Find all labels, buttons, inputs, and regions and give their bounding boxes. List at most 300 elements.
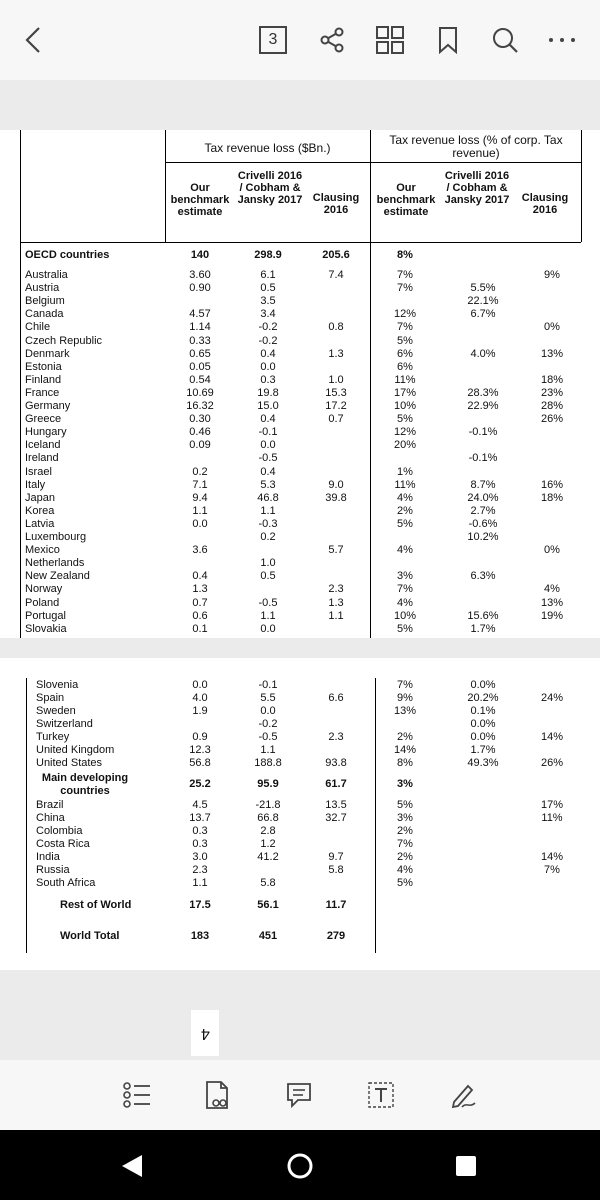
table-row	[0, 544, 600, 557]
cell-clausing-bn: 0.8	[328, 321, 344, 334]
cell-clausing-bn: 5.8	[328, 864, 344, 876]
cell-our-bn: 16.32	[186, 400, 214, 412]
cell-crivelli-bn: 0.4	[260, 413, 276, 426]
list-icon[interactable]	[120, 1078, 154, 1112]
cell-clausing-pct: 9%	[544, 269, 560, 281]
header-group-bn: Tax revenue loss ($Bn.)	[204, 141, 331, 155]
cell-crivelli-bn: 0.4	[260, 347, 276, 360]
cell-crivelli-bn: 66.8	[257, 812, 279, 824]
viewer-background	[0, 80, 600, 130]
cell-crivelli-bn: 1.1	[260, 609, 276, 622]
cell-crivelli-pct: 6.3%	[470, 570, 496, 583]
nav-recent-icon[interactable]	[452, 1152, 480, 1180]
row-label: Luxembourg	[25, 531, 87, 543]
row-label: United States	[36, 757, 103, 769]
cell-our-bn: 0.09	[189, 439, 211, 452]
cell-crivelli-bn: 1.1	[260, 744, 276, 756]
cell-crivelli-bn: 6.1	[260, 269, 276, 281]
table-row	[0, 877, 600, 890]
cell-our-pct: 7%	[397, 269, 413, 281]
cell-clausing-bn: 5.7	[328, 544, 344, 557]
row-label: Netherlands	[25, 557, 85, 570]
row-label: Mexico	[25, 544, 60, 557]
cell-our-bn: 1.1	[192, 504, 208, 517]
table-row	[0, 930, 600, 943]
row-label: Main developing countries	[41, 772, 129, 797]
cell-our-pct: 5%	[397, 334, 413, 347]
row-label: Costa Rica	[36, 838, 90, 850]
row-label: Portugal	[25, 609, 66, 622]
document-page-2	[0, 658, 600, 970]
cell-clausing-bn: 7.4	[328, 269, 344, 281]
header-clausing-pct: Clausing 2016	[521, 192, 569, 216]
cell-our-bn: 0.54	[189, 373, 211, 386]
row-label: Germany	[25, 400, 71, 412]
row-label: Canada	[25, 308, 64, 321]
row-label: New Zealand	[25, 570, 90, 583]
cell-crivelli-pct: 0.1%	[470, 705, 496, 717]
row-label: Norway	[25, 583, 63, 596]
cell-our-pct: 2%	[397, 825, 413, 837]
cell-our-bn: 4.0	[192, 692, 208, 704]
row-label: Austria	[25, 282, 60, 295]
cell-crivelli-bn: 0.5	[260, 282, 276, 295]
cell-clausing-pct: 16%	[540, 478, 564, 491]
cell-crivelli-bn: 0.4	[260, 465, 276, 478]
row-label: Ireland	[25, 452, 59, 465]
table-row	[0, 374, 600, 387]
search-icon[interactable]	[488, 22, 522, 58]
header-our-estimate-pct: Our benchmark estimate	[376, 182, 436, 218]
cell-our-bn: 0.4	[192, 570, 208, 583]
cell-clausing-bn: 205.6	[322, 249, 350, 261]
table-row	[0, 308, 600, 321]
cell-clausing-pct: 13%	[540, 596, 564, 609]
cell-crivelli-bn: -0.2	[258, 334, 278, 347]
cell-clausing-pct: 0%	[544, 544, 560, 557]
cell-crivelli-pct: 24.0%	[467, 491, 499, 504]
cell-crivelli-bn: 0.5	[260, 570, 276, 583]
cell-clausing-bn: 39.8	[325, 491, 347, 504]
cell-our-pct: 5%	[397, 799, 413, 811]
cell-crivelli-pct: 10.2%	[467, 531, 499, 543]
table-row	[0, 518, 600, 531]
cell-clausing-pct: 0%	[544, 321, 560, 334]
cell-clausing-bn: 1.3	[328, 347, 344, 360]
table-row	[0, 731, 600, 744]
table-row	[0, 295, 600, 308]
cell-our-bn: 3.60	[189, 269, 211, 281]
table-row	[0, 583, 600, 596]
cell-crivelli-bn: 2.8	[260, 825, 276, 837]
cell-crivelli-bn: 0.0	[260, 705, 276, 717]
cell-crivelli-pct: 6.7%	[470, 308, 496, 321]
cell-our-bn: 0.65	[189, 347, 211, 360]
cell-our-pct: 4%	[397, 491, 413, 504]
cell-our-bn: 9.4	[192, 491, 208, 504]
cell-our-pct: 5%	[397, 622, 413, 635]
cell-crivelli-bn: 1.0	[260, 557, 276, 570]
cell-our-pct: 7%	[397, 679, 413, 691]
page-number-text: 4	[200, 1025, 210, 1042]
cell-our-bn: 183	[190, 930, 210, 942]
table-row	[0, 335, 600, 348]
cell-crivelli-pct: 5.5%	[470, 282, 496, 295]
table-row	[0, 282, 600, 295]
row-label: Spain	[36, 692, 65, 704]
row-label: OECD countries	[25, 249, 110, 261]
cell-our-pct: 7%	[397, 583, 413, 596]
cell-our-pct: 10%	[393, 609, 417, 622]
row-label: Switzerland	[36, 718, 93, 730]
more-icon[interactable]	[545, 22, 579, 58]
cell-our-bn: 3.0	[192, 851, 208, 863]
cell-our-bn: 0.05	[189, 360, 211, 373]
cell-our-bn: 4.5	[192, 799, 208, 811]
row-label: Finland	[25, 373, 62, 386]
bookmark-icon[interactable]	[434, 22, 462, 58]
cell-clausing-bn: 2.3	[328, 731, 344, 743]
cell-crivelli-bn: 95.9	[257, 778, 279, 790]
cell-clausing-pct: 26%	[540, 413, 564, 426]
table-row	[0, 610, 600, 623]
cell-our-pct: 6%	[397, 347, 413, 360]
cell-crivelli-bn: 19.8	[257, 386, 279, 399]
header-crivelli-bn: Crivelli 2016 / Cobham & Jansky 2017	[237, 170, 303, 206]
cell-crivelli-bn: 5.3	[260, 478, 276, 491]
cell-crivelli-bn: 0.0	[260, 622, 276, 635]
row-label: Belgium	[25, 295, 65, 308]
cell-crivelli-bn: -21.8	[255, 799, 281, 811]
cell-crivelli-bn: -0.1	[258, 679, 278, 691]
row-label: Chile	[25, 321, 51, 334]
viewer-background-bottom	[0, 970, 600, 1060]
cell-clausing-pct: 24%	[540, 692, 564, 704]
cell-our-pct: 7%	[397, 321, 413, 334]
cell-crivelli-bn: 3.4	[260, 308, 276, 321]
cell-clausing-bn: 32.7	[325, 812, 347, 824]
table-row	[0, 838, 600, 851]
page-number-label	[191, 1010, 219, 1056]
cell-our-bn: 7.1	[192, 478, 208, 491]
cell-clausing-bn: 6.6	[328, 692, 344, 704]
cell-crivelli-bn: 0.3	[260, 373, 276, 386]
cell-our-bn: 0.30	[189, 413, 211, 426]
cell-our-bn: 0.7	[192, 596, 208, 609]
table-row	[0, 899, 600, 912]
table-row	[0, 387, 600, 400]
cell-our-pct: 12%	[393, 426, 417, 439]
cell-crivelli-pct: 15.6%	[467, 609, 499, 622]
cell-crivelli-pct: 2.7%	[470, 504, 496, 517]
cell-crivelli-pct: 0.0%	[470, 679, 496, 691]
cell-crivelli-pct: 22.9%	[467, 400, 499, 412]
row-label: United Kingdom	[36, 744, 115, 756]
cell-our-pct: 4%	[397, 864, 413, 876]
cell-our-pct: 6%	[397, 360, 413, 373]
cell-our-bn: 0.0	[192, 517, 208, 530]
table-row	[0, 812, 600, 825]
cell-clausing-bn: 93.8	[325, 757, 347, 769]
table-row	[0, 348, 600, 361]
system-navigation-bar	[0, 1130, 600, 1200]
cell-our-bn: 0.90	[189, 282, 211, 295]
cell-clausing-pct: 26%	[540, 757, 564, 769]
cell-our-pct: 1%	[397, 465, 413, 478]
cell-crivelli-bn: 46.8	[257, 491, 279, 504]
header-our-estimate-bn: Our benchmark estimate	[170, 182, 230, 218]
cell-crivelli-bn: 1.1	[260, 504, 276, 517]
cell-our-bn: 0.46	[189, 426, 211, 439]
cell-crivelli-pct: -0.1%	[468, 426, 498, 439]
cell-our-bn: 0.33	[189, 334, 211, 347]
grid-view-icon[interactable]	[373, 22, 407, 58]
table-row	[0, 452, 600, 465]
cell-our-bn: 1.9	[192, 705, 208, 717]
cell-our-bn: 1.14	[189, 321, 211, 334]
cell-our-pct: 3%	[397, 778, 413, 790]
cell-our-pct: 11%	[394, 373, 416, 386]
row-label: Slovakia	[25, 622, 67, 635]
cell-our-pct: 8%	[397, 757, 413, 769]
cell-crivelli-bn: -0.5	[258, 452, 278, 465]
row-label: France	[25, 386, 60, 399]
row-label: Brazil	[36, 799, 64, 811]
table-row	[0, 679, 600, 692]
cell-our-bn: 4.57	[189, 308, 211, 321]
cell-clausing-bn: 1.1	[328, 609, 344, 622]
cell-clausing-pct: 19%	[540, 609, 564, 622]
cell-our-bn: 13.7	[189, 812, 211, 824]
cell-clausing-pct: 14%	[540, 851, 564, 863]
cell-crivelli-bn: -0.5	[258, 731, 278, 743]
row-label: Slovenia	[36, 679, 79, 691]
table-row	[0, 570, 600, 583]
cell-crivelli-bn: 451	[258, 930, 278, 942]
cell-our-pct: 3%	[397, 812, 413, 824]
row-label: Australia	[25, 269, 68, 281]
table-row	[0, 321, 600, 334]
row-label: China	[36, 812, 65, 824]
row-label: Japan	[25, 491, 55, 504]
cell-our-pct: 7%	[397, 282, 413, 295]
table-row	[0, 864, 600, 877]
row-label: Rest of World	[60, 899, 132, 911]
comment-icon[interactable]	[282, 1078, 316, 1112]
cell-crivelli-pct: 4.0%	[470, 347, 496, 360]
cell-clausing-pct: 4%	[544, 583, 560, 596]
cell-clausing-bn: 61.7	[325, 778, 347, 790]
cell-our-bn: 12.3	[189, 744, 211, 756]
cell-crivelli-bn: 56.1	[257, 899, 279, 911]
cell-our-pct: 5%	[397, 517, 413, 530]
document-icon[interactable]	[200, 1078, 234, 1112]
table-row	[0, 466, 600, 479]
table-row	[0, 400, 600, 413]
table-row	[0, 413, 600, 426]
cell-our-bn: 0.3	[192, 838, 208, 850]
table-row	[0, 692, 600, 705]
cell-clausing-bn: 15.3	[325, 386, 347, 399]
cell-crivelli-bn: 3.5	[260, 295, 276, 308]
header-group-pct: Tax revenue loss (% of corp. Tax revenue)	[389, 133, 563, 160]
cell-clausing-bn: 13.5	[325, 799, 347, 811]
cell-clausing-pct: 13%	[540, 347, 564, 360]
table-row	[0, 772, 600, 797]
cell-crivelli-bn: 41.2	[257, 851, 279, 863]
row-label: Colombia	[36, 825, 83, 837]
cell-crivelli-bn: 5.5	[260, 692, 276, 704]
cell-clausing-pct: 23%	[540, 386, 564, 399]
row-label: Greece	[25, 413, 62, 426]
cell-clausing-pct: 7%	[544, 864, 560, 876]
row-label: Poland	[25, 596, 60, 609]
cell-our-bn: 3.6	[192, 544, 208, 557]
back-arrow-icon[interactable]	[18, 22, 48, 58]
cell-our-pct: 5%	[397, 877, 413, 889]
top-toolbar	[0, 0, 600, 80]
cell-our-bn: 25.2	[189, 778, 211, 790]
header-crivelli-pct: Crivelli 2016 / Cobham & Jansky 2017	[444, 170, 510, 206]
row-label: Hungary	[25, 426, 67, 439]
row-label: Israel	[25, 465, 52, 478]
cell-clausing-bn: 1.0	[328, 373, 344, 386]
table-row	[0, 426, 600, 439]
cell-clausing-bn: 9.0	[328, 478, 344, 491]
table-row	[0, 799, 600, 812]
table-row	[0, 825, 600, 838]
cell-crivelli-bn: 0.0	[260, 439, 276, 452]
cell-our-bn: 1.3	[192, 583, 208, 596]
cell-our-pct: 14%	[393, 744, 417, 756]
cell-crivelli-pct: 22.1%	[467, 295, 499, 308]
page-indicator[interactable]	[257, 22, 289, 58]
cell-our-bn: 10.69	[186, 386, 214, 399]
page-indicator-number: 3	[259, 26, 287, 54]
cell-our-bn: 140	[190, 249, 210, 261]
cell-crivelli-pct: 20.2%	[467, 692, 499, 704]
cell-crivelli-bn: 188.8	[254, 757, 282, 769]
cell-our-bn: 0.3	[192, 825, 208, 837]
cell-our-bn: 0.0	[192, 679, 208, 691]
table-row	[0, 744, 600, 757]
cell-crivelli-pct: 1.7%	[470, 744, 496, 756]
document-page-1	[0, 130, 600, 638]
cell-crivelli-bn: 298.9	[254, 249, 282, 261]
table-row	[0, 705, 600, 718]
pen-icon[interactable]	[446, 1078, 480, 1112]
cell-crivelli-bn: 1.2	[260, 838, 276, 850]
cell-our-pct: 17%	[393, 386, 417, 399]
cell-our-pct: 4%	[397, 544, 413, 557]
table-row	[0, 505, 600, 518]
share-icon[interactable]	[316, 22, 348, 58]
table-row	[0, 479, 600, 492]
cell-clausing-bn: 279	[326, 930, 346, 942]
row-label: Sweden	[36, 705, 76, 717]
cell-clausing-bn: 11.7	[325, 899, 347, 911]
cell-crivelli-pct: 8.7%	[470, 478, 496, 491]
table-row	[0, 757, 600, 770]
row-label: Estonia	[25, 360, 62, 373]
cell-our-pct: 8%	[397, 249, 413, 261]
cell-crivelli-pct: -0.1%	[468, 452, 498, 465]
cell-crivelli-pct: 49.3%	[467, 757, 499, 769]
cell-our-pct: 9%	[397, 692, 413, 704]
table-row	[0, 249, 600, 262]
row-label: Turkey	[36, 731, 70, 743]
cell-crivelli-bn: -0.2	[258, 718, 278, 730]
cell-clausing-bn: 2.3	[328, 583, 344, 596]
cell-crivelli-pct: 28.3%	[467, 386, 499, 399]
nav-back-icon[interactable]	[118, 1152, 146, 1180]
row-label: South Africa	[36, 877, 96, 889]
cell-our-bn: 56.8	[189, 757, 211, 769]
cell-our-pct: 10%	[393, 400, 417, 412]
cell-our-pct: 4%	[397, 596, 413, 609]
row-label: Russia	[36, 864, 70, 876]
cell-clausing-pct: 28%	[540, 400, 564, 412]
cell-our-pct: 5%	[397, 413, 413, 426]
table-row	[0, 361, 600, 374]
cell-our-pct: 2%	[397, 731, 413, 743]
row-label: Korea	[25, 504, 55, 517]
nav-home-icon[interactable]	[286, 1152, 314, 1180]
cell-our-pct: 12%	[393, 308, 417, 321]
cell-crivelli-bn: -0.2	[258, 321, 278, 334]
row-label: Czech Republic	[25, 334, 103, 347]
row-label: Italy	[25, 478, 46, 491]
table-row	[0, 718, 600, 731]
cell-crivelli-pct: 0.0%	[470, 731, 496, 743]
cell-clausing-pct: 11%	[541, 812, 563, 824]
text-tool-icon[interactable]	[364, 1078, 398, 1112]
cell-crivelli-pct: 0.0%	[470, 718, 496, 730]
table-row	[0, 269, 600, 282]
cell-clausing-bn: 0.7	[328, 413, 344, 426]
cell-our-bn: 0.6	[192, 609, 208, 622]
row-label: World Total	[60, 930, 120, 942]
row-label: Latvia	[25, 517, 55, 530]
cell-our-pct: 2%	[397, 504, 413, 517]
header-clausing-bn: Clausing 2016	[312, 192, 360, 216]
table-row	[0, 623, 600, 636]
cell-clausing-pct: 18%	[540, 491, 564, 504]
cell-crivelli-bn: 0.0	[260, 360, 276, 373]
cell-crivelli-bn: -0.3	[258, 517, 278, 530]
cell-crivelli-bn: 5.8	[260, 877, 276, 889]
table-row	[0, 531, 600, 544]
cell-our-bn: 0.2	[192, 465, 208, 478]
cell-our-pct: 20%	[393, 439, 417, 452]
cell-crivelli-bn: 15.0	[257, 400, 279, 412]
cell-crivelli-pct: 1.7%	[470, 622, 496, 635]
cell-our-pct: 7%	[397, 838, 413, 850]
cell-our-pct: 2%	[397, 851, 413, 863]
row-label: India	[36, 851, 60, 863]
table-row	[0, 492, 600, 505]
cell-crivelli-bn: 0.2	[260, 531, 276, 543]
cell-our-bn: 0.1	[192, 622, 208, 635]
table-row	[0, 851, 600, 864]
table-row	[0, 439, 600, 452]
row-label: Denmark	[25, 347, 70, 360]
table-row	[0, 597, 600, 610]
cell-clausing-bn: 9.7	[328, 851, 344, 863]
cell-crivelli-bn: -0.5	[258, 596, 278, 609]
cell-clausing-pct: 14%	[540, 731, 564, 743]
cell-our-bn: 0.9	[192, 731, 208, 743]
